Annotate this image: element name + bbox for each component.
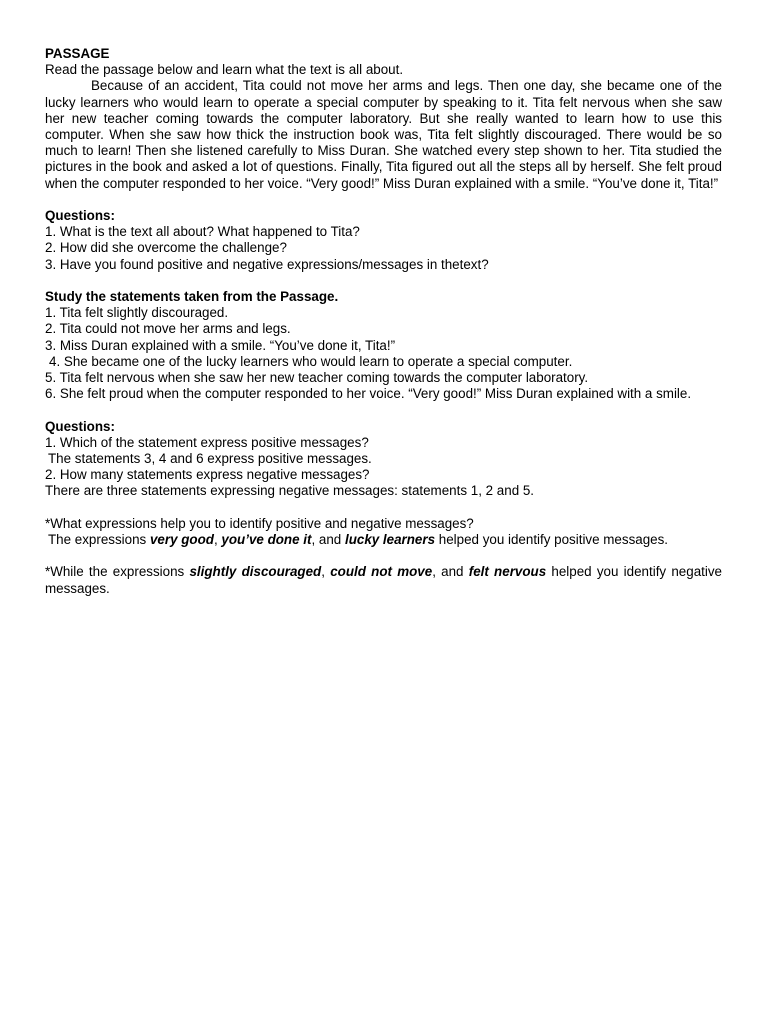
question-item: 2. How many statements express negative messages? [45, 467, 370, 483]
answer-suffix: helped you identify positive messages. [435, 532, 669, 548]
expression-highlight: slightly discouraged [189, 564, 322, 580]
statement-item: 3. Miss Duran explained with a smile. “You’ve done it, Tita!” [45, 337, 396, 353]
passage-heading: PASSAGE [45, 46, 110, 61]
spacer [45, 273, 722, 289]
separator: , and [432, 564, 469, 580]
separator: , and [311, 532, 345, 548]
expression-highlight: lucky learners [344, 532, 436, 548]
expression-highlight: felt nervous [468, 564, 547, 580]
statement-item: 6. She felt proud when the computer responded to her voice. “Very good!” Miss Duran explained with a smile. [45, 386, 692, 402]
questions-heading: Questions: [45, 208, 115, 224]
spacer [45, 402, 722, 418]
positive-expressions-answer [45, 532, 722, 548]
answer-text: There are three statements expressing negative messages: statements 1, 2 and 5. [45, 483, 535, 499]
statement-item: 1. Tita felt slightly discouraged. [45, 305, 229, 321]
questions-heading: Questions: [45, 418, 115, 434]
passage-intro: Read the passage below and learn what the text is all about. [45, 62, 404, 78]
worksheet-page [45, 46, 722, 597]
answer-suffix: helped you identify negative messages. [45, 564, 722, 596]
separator: , [321, 564, 331, 580]
statement-item: 2. Tita could not move her arms and legs. [45, 321, 291, 337]
spacer [45, 192, 722, 208]
question-item: 2. How did she overcome the challenge? [45, 240, 287, 256]
expression-highlight: very good [149, 532, 214, 548]
spacer [45, 500, 722, 516]
statement-item: 4. She became one of the lucky learners who would learn to operate a special computer. [49, 353, 573, 369]
passage-body: Because of an accident, Tita could not move her arms and legs. Then one day, she became one of the lucky learners who would learn to operate a special computer by speaking to it. Tita felt nervous when she saw her new teacher coming towards the computer laboratory. But she really wanted to learn how to use this computer. When she saw how thick the instruction book was, Tita felt slightly discouraged. There would be so much to learn! Then she listened carefully to Miss Duran. She watched every step shown to her. Tita studied the pictures in the book and asked a lot of questions. Finally, Tita figured out all the steps all by herself. She felt proud when the computer responded to her voice. “Very good!” Miss Duran explained with a smile. “You’ve done it, Tita!” [45, 78, 722, 191]
question-item: 1. Which of the statement express positive messages? [45, 434, 369, 450]
answer-prefix: The expressions [48, 532, 150, 548]
negative-expressions-answer [45, 564, 722, 596]
expressions-question: *What expressions help you to identify positive and negative messages? [45, 515, 474, 531]
statements-heading: Study the statements taken from the Passage. [45, 289, 339, 305]
question-item: 1. What is the text all about? What happened to Tita? [45, 224, 360, 240]
expression-highlight: you’ve done it [221, 532, 312, 548]
question-item: 3. Have you found positive and negative expressions/messages in thetext? [45, 256, 489, 272]
expression-highlight: could not move [330, 564, 433, 580]
statement-item: 5. Tita felt nervous when she saw her new teacher coming towards the computer laboratory. [45, 370, 589, 386]
answer-prefix: *While the expressions [45, 564, 190, 580]
answer-text: The statements 3, 4 and 6 express positive messages. [48, 451, 372, 467]
spacer [45, 548, 722, 564]
separator: , [213, 532, 222, 548]
